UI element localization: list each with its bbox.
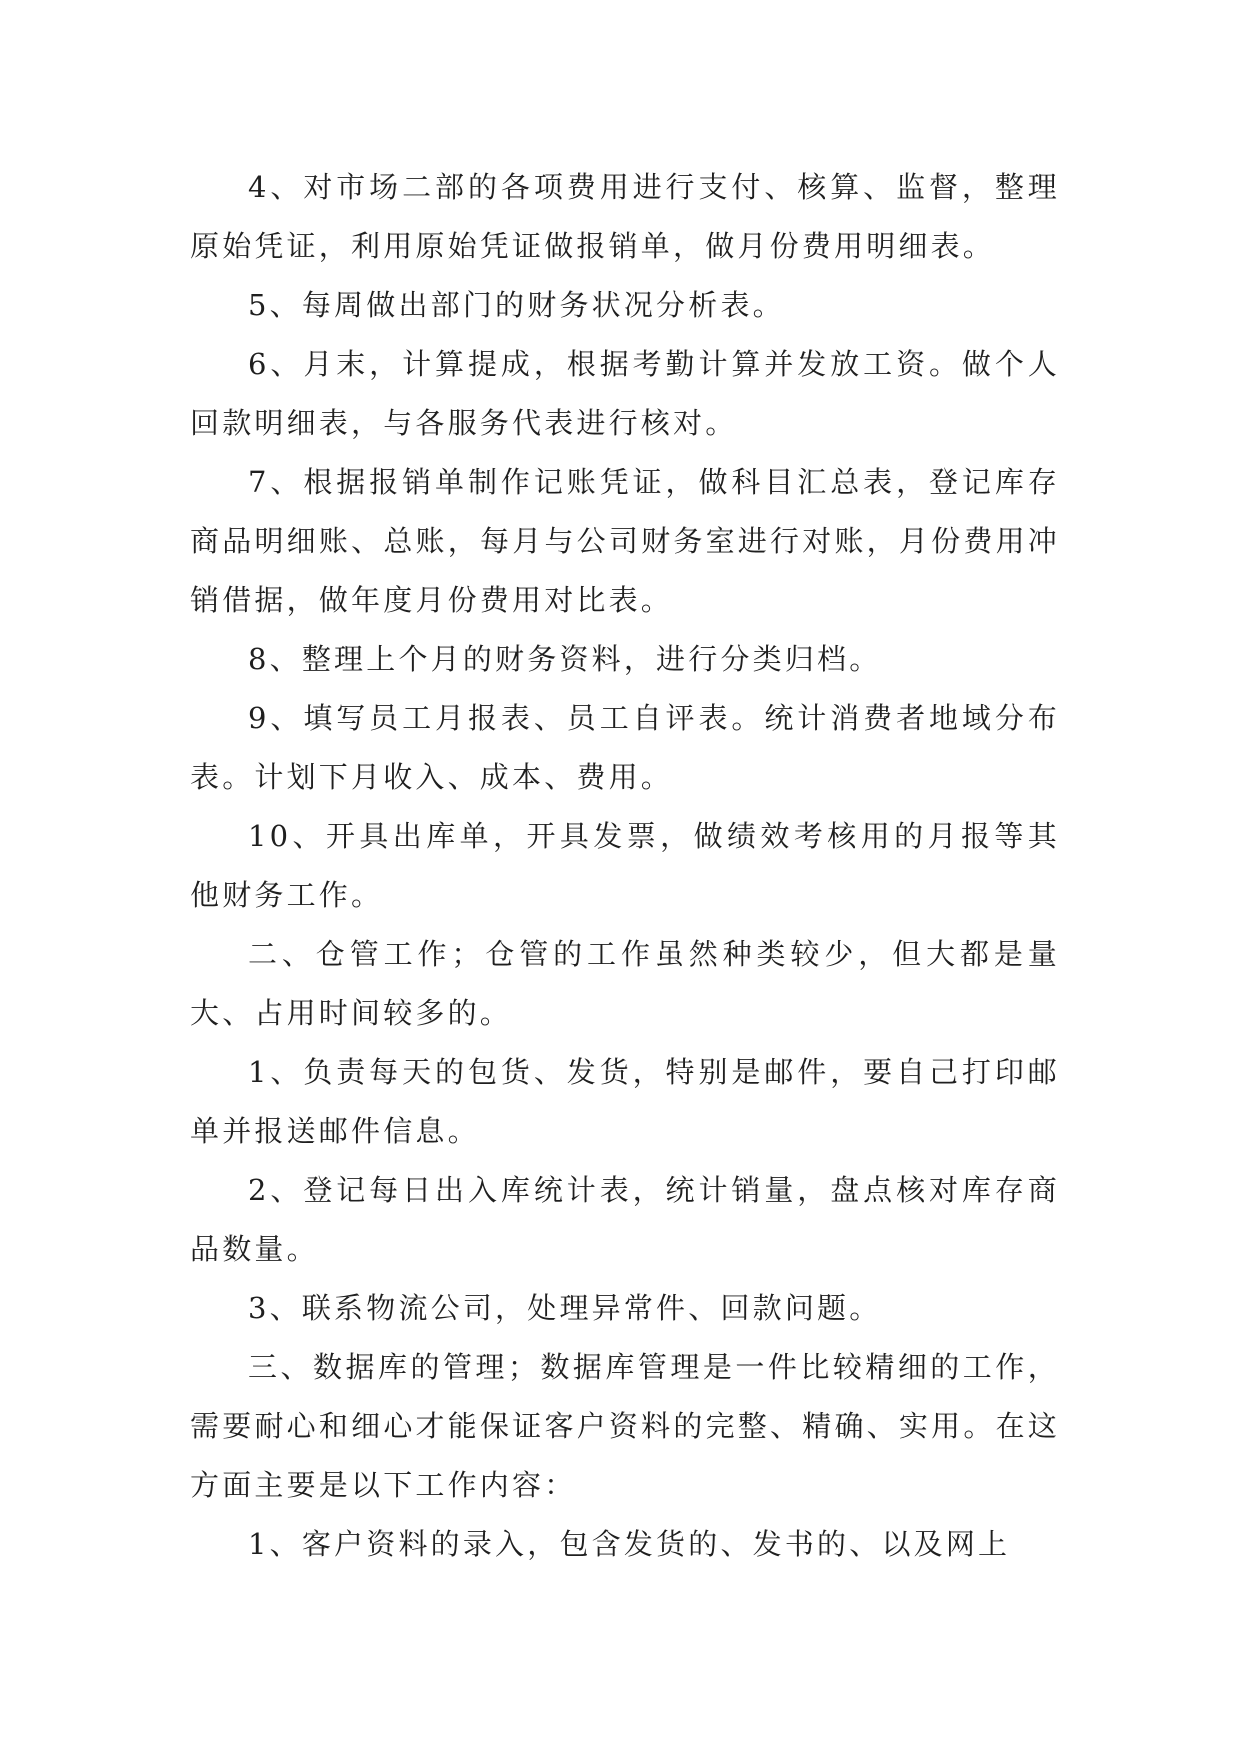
paragraph-item-7-vouchers-ledgers: 7、根据报销单制作记账凭证，做科目汇总表，登记库存商品明细账、总账，每月与公司财务室进行对账，月份费用冲销借据，做年度月份费用对比表。 <box>190 465 1060 617</box>
paragraph-item-5-weekly-analysis: 5、每周做出部门的财务状况分析表。 <box>248 288 785 322</box>
paragraph-item-4-expense-payment: 4、对市场二部的各项费用进行支付、核算、监督，整理原始凭证，利用原始凭证做报销单，做月份费用明细表。 <box>190 170 1060 263</box>
paragraph-warehouse-item-1-shipping: 1、负责每天的包货、发货，特别是邮件，要自己打印邮单并报送邮件信息。 <box>190 1055 1060 1148</box>
paragraph-warehouse-item-3-logistics: 3、联系物流公司，处理异常件、回款问题。 <box>248 1291 882 1325</box>
section-heading-database: 三、数据库的管理；数据库管理是一件比较精细的工作，需要耐心和细心才能保证客户资料的完整、精确、实用。在这方面主要是以下工作内容： <box>190 1350 1060 1502</box>
paragraph-item-6-month-end-payroll: 6、月末，计算提成，根据考勤计算并发放工资。做个人回款明细表，与各服务代表进行核对。 <box>190 347 1060 440</box>
paragraph-item-10-invoicing: 10、开具出库单，开具发票，做绩效考核用的月报等其他财务工作。 <box>190 819 1060 912</box>
paragraph-database-item-1-customer-entry: 1、客户资料的录入，包含发货的、发书的、以及网上 <box>248 1527 1011 1561</box>
section-heading-warehouse: 二、仓管工作；仓管的工作虽然种类较少，但大都是量大、占用时间较多的。 <box>190 937 1060 1030</box>
paragraph-item-9-reports: 9、填写员工月报表、员工自评表。统计消费者地域分布表。计划下月收入、成本、费用。 <box>190 701 1060 794</box>
paragraph-item-8-archiving: 8、整理上个月的财务资料，进行分类归档。 <box>248 642 882 676</box>
document-body <box>190 158 1060 1574</box>
paragraph-warehouse-item-2-inventory: 2、登记每日出入库统计表，统计销量，盘点核对库存商品数量。 <box>190 1173 1060 1266</box>
